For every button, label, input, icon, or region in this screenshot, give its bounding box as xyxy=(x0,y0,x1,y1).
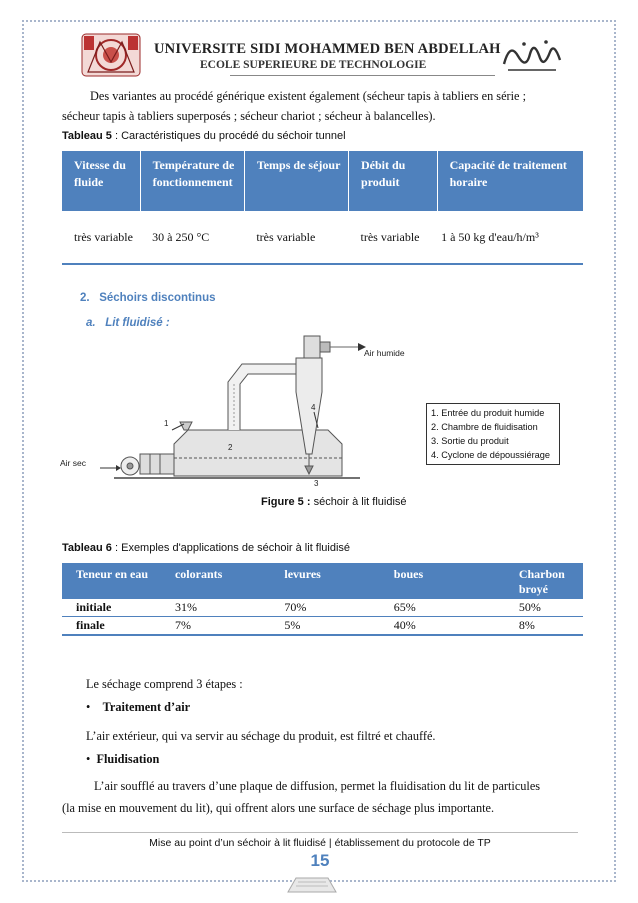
table6-cell: 8% xyxy=(505,617,583,636)
figure5-caption-text: séchoir à lit fluidisé xyxy=(310,496,407,508)
university-logo xyxy=(80,32,142,78)
fluid-bed-dryer-diagram xyxy=(60,318,405,488)
legend-item: 1. Entrée du produit humide xyxy=(431,408,545,418)
legend-item: 2. Chambre de fluidisation xyxy=(431,422,538,432)
intro-line-2: sécheur tapis à tabliers superposés ; sécheur chariot ; sécheur à balancelles). xyxy=(62,109,436,123)
fluidisation-chamber xyxy=(174,430,342,476)
table6-cell: 7% xyxy=(161,617,270,636)
table6-caption-text: : Exemples d'applications de séchoir à lit fluidisé xyxy=(111,542,351,554)
table5-header-cell: Temps de séjour xyxy=(244,151,348,211)
university-name: UNIVERSITE SIDI MOHAMMED BEN ABDELLAH xyxy=(154,41,501,57)
figure5-caption-label: Figure 5 : xyxy=(261,496,311,508)
table6-header-cell: Charbon broyé xyxy=(505,563,583,599)
bullet-traitement-air xyxy=(86,700,190,715)
table6-header-cell: boues xyxy=(380,563,505,599)
school-name: ECOLE SUPERIEURE DE TECHNOLOGIE xyxy=(200,59,427,71)
bullet-icon: • xyxy=(86,752,91,766)
heater-unit xyxy=(140,454,174,474)
table6-caption-label: Tableau 6 xyxy=(62,542,112,554)
label-num-2: 2 xyxy=(228,443,233,452)
subsection-letter: a. xyxy=(86,317,96,329)
table5-header-cell: Vitesse du fluide xyxy=(62,151,140,211)
step2-line-1: L’air soufflé au travers d’une plaque de diffusion, permet la fluidisation du lit de particules xyxy=(94,779,541,793)
table5-header-cell: Capacité de traitement horaire xyxy=(437,151,583,211)
table5-cell: très variable xyxy=(62,211,140,264)
legend-item: 3. Sortie du produit xyxy=(431,436,509,446)
table5-cell: 1 à 50 kg d'eau/h/m³ xyxy=(437,211,583,264)
table6 xyxy=(62,563,583,636)
table6-cell: 50% xyxy=(505,599,583,617)
label-air-humide: Air humide xyxy=(364,348,405,358)
intro-line-1: Des variantes au procédé générique existent également (sécheur tapis à tabliers en série ; xyxy=(90,89,527,103)
table5-header-row xyxy=(62,151,583,211)
table5-caption-text: : Caractéristiques du procédé du séchoir tunnel xyxy=(111,130,346,142)
figure5-caption xyxy=(261,496,407,508)
table-row xyxy=(62,211,583,264)
legend-item: 4. Cyclone de dépoussiérage xyxy=(431,450,551,460)
table6-header-cell: Teneur en eau xyxy=(62,563,161,599)
footer-divider xyxy=(62,832,578,833)
page-header xyxy=(80,32,560,78)
table5-cell: 30 à 250 °C xyxy=(140,211,244,264)
process-intro: Le séchage comprend 3 étapes : xyxy=(86,677,243,691)
label-num-3: 3 xyxy=(314,479,319,488)
page-tab-decoration xyxy=(286,874,338,894)
table5-cell: très variable xyxy=(244,211,348,264)
step1-title: Traitement d’air xyxy=(102,700,191,714)
table6-row-label: initiale xyxy=(62,599,161,617)
subsection-title: Lit fluidisé : xyxy=(105,317,170,329)
section-title: Séchoirs discontinus xyxy=(99,292,216,304)
table5-header-cell: Température de fonctionnement xyxy=(140,151,244,211)
table6-header-row xyxy=(62,563,583,599)
table6-cell: 5% xyxy=(270,617,379,636)
table6-header-cell: colorants xyxy=(161,563,270,599)
step2-title: Fluidisation xyxy=(96,752,160,766)
step2-line-2: (la mise en mouvement du lit), qui offrent alors une surface de séchage plus importante. xyxy=(62,801,495,815)
section-number: 2. xyxy=(80,292,90,304)
table6-cell: 40% xyxy=(380,617,505,636)
page-number: 15 xyxy=(310,851,330,870)
table5-cell: très variable xyxy=(349,211,438,264)
table6-header-cell: levures xyxy=(270,563,379,599)
table5-header-cell: Débit du produit xyxy=(349,151,438,211)
table5-caption xyxy=(62,130,346,142)
calligraphy-logo xyxy=(500,34,564,74)
bullet-fluidisation xyxy=(86,752,159,767)
bullet-icon: • xyxy=(86,700,91,714)
label-air-sec: Air sec xyxy=(60,458,86,468)
footer-text: Mise au point d’un séchoir à lit fluidisé | établissement du protocole de TP xyxy=(149,837,491,849)
table-row xyxy=(62,617,583,636)
label-num-4: 4 xyxy=(311,403,316,412)
table6-cell: 65% xyxy=(380,599,505,617)
label-num-1: 1 xyxy=(164,419,169,428)
table6-cell: 70% xyxy=(270,599,379,617)
header-divider xyxy=(230,75,495,76)
exhaust-duct xyxy=(228,364,296,430)
table5 xyxy=(62,151,583,265)
table5-caption-label: Tableau 5 xyxy=(62,130,112,142)
step1-text: L’air extérieur, qui va servir au séchage du produit, est filtré et chauffé. xyxy=(86,729,436,743)
table6-row-label: finale xyxy=(62,617,161,636)
section-heading xyxy=(80,292,216,304)
table6-cell: 31% xyxy=(161,599,270,617)
table-row xyxy=(62,599,583,617)
table6-caption xyxy=(62,542,350,554)
figure5-legend xyxy=(426,403,560,465)
